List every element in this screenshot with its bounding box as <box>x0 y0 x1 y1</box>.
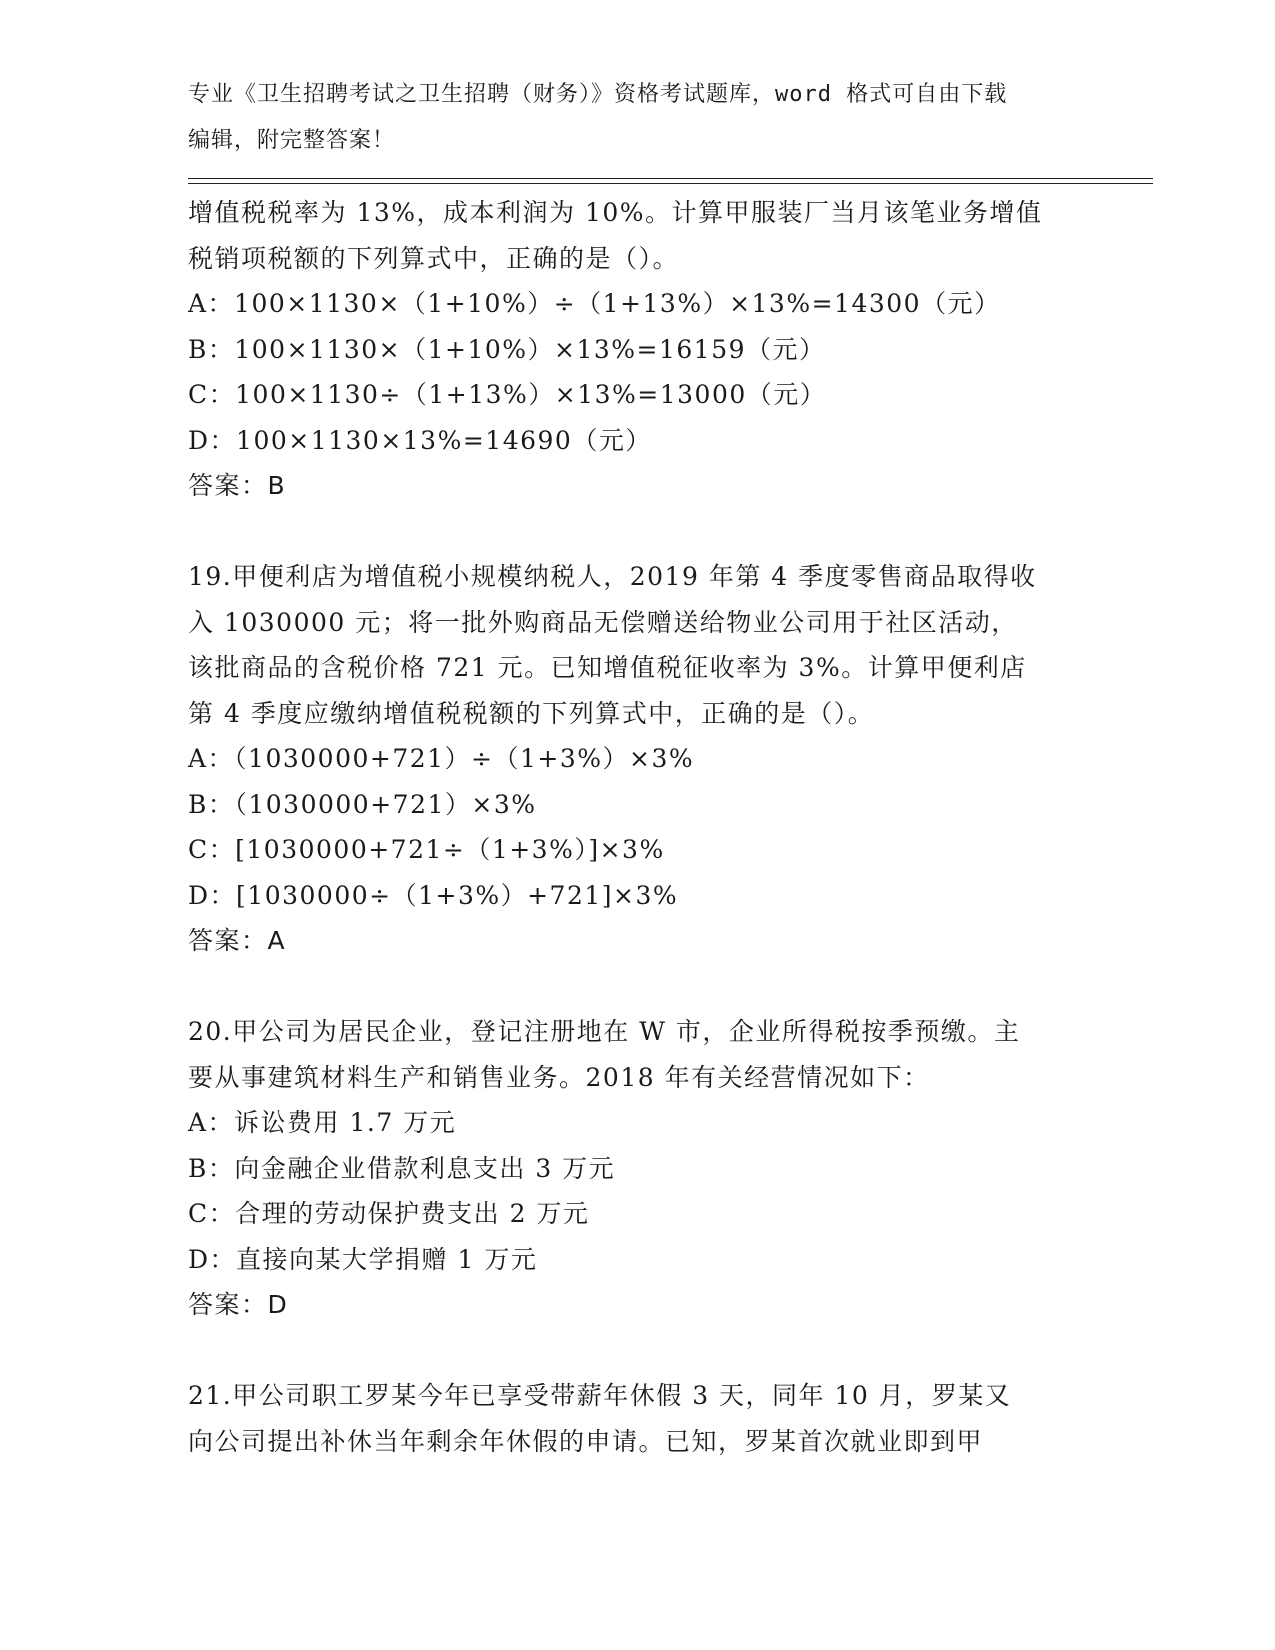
question-stem-line: 第 4 季度应缴纳增值税税额的下列算式中，正确的是（）。 <box>188 698 875 728</box>
question-20 <box>188 1009 1088 1328</box>
question-stem-line: 入 1030000 元；将一批外购商品无偿赠送给物业公司用于社区活动， <box>188 607 1018 637</box>
page-header <box>188 72 1088 163</box>
question-stem-line: 增值税税率为 13%，成本利润为 10%。计算甲服装厂当月该笔业务增值 <box>188 198 1043 227</box>
header-divider-top <box>188 178 1153 179</box>
option-c: C：100×1130÷（1+13%）×13%=13000（元） <box>188 380 827 409</box>
question-stem-line: 要从事建筑材料生产和销售业务。2018 年有关经营情况如下： <box>188 1062 930 1092</box>
question-stem-line: 21.甲公司职工罗某今年已享受带薪年休假 3 天，同年 10 月，罗某又 <box>188 1381 1012 1410</box>
header-divider-bottom <box>188 183 1153 184</box>
option-b: B：100×1130×（1+10%）×13%=16159（元） <box>188 334 826 364</box>
option-b: B：（1030000+721）×3% <box>188 789 537 819</box>
question-stem-line: 19.甲便利店为增值税小规模纳税人，2019 年第 4 季度零售商品取得收 <box>188 562 1037 591</box>
question-stem-line: 20.甲公司为居民企业，登记注册地在 W 市，企业所得税按季预缴。主 <box>188 1017 1021 1046</box>
question-18 <box>188 190 1088 509</box>
header-line-1: 专业《卫生招聘考试之卫生招聘（财务）》资格考试题库，word 格式可自由下载 <box>188 82 1008 107</box>
spacer <box>188 964 1088 1010</box>
option-a: A：诉讼费用 1.7 万元 <box>188 1108 457 1137</box>
spacer <box>188 509 1088 555</box>
option-a: A：（1030000+721）÷（1+3%）×3% <box>188 744 695 773</box>
question-content <box>188 190 1088 1464</box>
question-stem-line: 税销项税额的下列算式中，正确的是（）。 <box>188 243 680 273</box>
option-b: B：向金融企业借款利息支出 3 万元 <box>188 1153 616 1183</box>
option-d: D：直接向某大学捐赠 1 万元 <box>188 1244 538 1274</box>
option-c: C：[1030000+721÷（1+3%）]×3% <box>188 835 665 864</box>
question-stem-line: 该批商品的含税价格 721 元。已知增值税征收率为 3%。计算甲便利店 <box>188 653 1027 682</box>
question-stem-line: 向公司提出补休当年剩余年休假的申请。已知，罗某首次就业即到甲 <box>188 1426 984 1456</box>
question-21 <box>188 1373 1088 1464</box>
option-c: C：合理的劳动保护费支出 2 万元 <box>188 1199 590 1228</box>
spacer <box>188 1328 1088 1374</box>
answer-line: 答案：B <box>188 471 287 500</box>
question-19 <box>188 554 1088 964</box>
answer-line: 答案：A <box>188 926 287 955</box>
option-a: A：100×1130×（1+10%）÷（1+13%）×13%=14300（元） <box>188 289 1001 318</box>
answer-line: 答案：D <box>188 1290 289 1319</box>
option-d: D：[1030000÷（1+3%）+721]×3% <box>188 880 679 910</box>
header-line-2: 编辑，附完整答案！ <box>188 127 396 153</box>
option-d: D：100×1130×13%=14690（元） <box>188 425 652 455</box>
